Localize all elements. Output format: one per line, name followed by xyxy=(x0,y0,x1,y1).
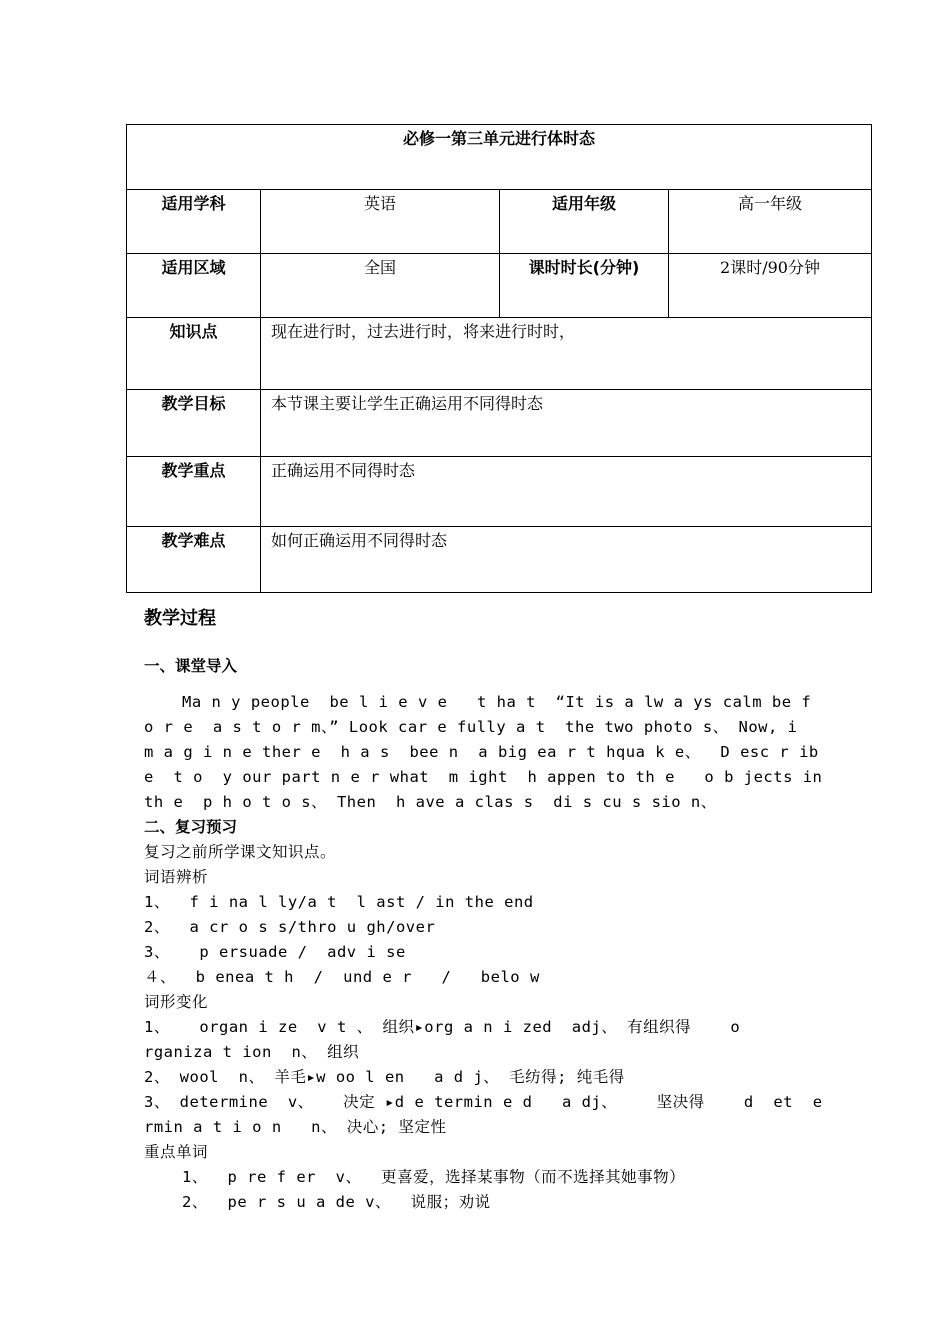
word-discrimination-title: 词语辨析 xyxy=(144,868,209,886)
key-point-label-cell xyxy=(127,457,261,527)
lesson-info-table xyxy=(126,124,872,593)
key-vocab-title: 重点单词 xyxy=(144,1143,209,1161)
intro-paragraph xyxy=(144,690,824,815)
difficulty-label-cell xyxy=(127,527,261,593)
form-line: rmin a t i o n n、 决心; 坚定性 xyxy=(144,1118,447,1136)
subject-value-cell xyxy=(261,190,500,254)
paragraph-line: th e p h o t o s、 Then h ave a clas s di s cu s sio n、 xyxy=(144,793,717,811)
duration-label-cell xyxy=(500,254,669,318)
goal-label: 教学目标 xyxy=(161,394,226,413)
teaching-process xyxy=(144,604,824,1215)
word-forms-title: 词形变化 xyxy=(144,993,209,1011)
word-item: 1、 f i na l ly/a t l ast / in the end xyxy=(144,893,534,911)
goal-value-cell xyxy=(261,390,872,457)
form-line: 2、 wool n、 羊毛▸w oo l en a d j、 毛纺得; 纯毛得 xyxy=(144,1068,625,1086)
key-point-value: 正确运用不同得时态 xyxy=(271,461,416,480)
paragraph-line: o r e a s t o r m、” Look car e fully a t the two photo s、 Now, i xyxy=(144,718,798,736)
subject-label-cell xyxy=(127,190,261,254)
process-title: 教学过程 xyxy=(144,608,216,629)
table-title: 必修一第三单元进行体时态 xyxy=(403,129,596,148)
vocab-item: 2、 pe r s u a de v、 说服；劝说 xyxy=(182,1193,491,1211)
vocab-item: 1、 p re f er v、 更喜爱，选择某事物（而不选择其她事物） xyxy=(182,1168,686,1186)
word-item: ４、 b enea t h / und e r / belo w xyxy=(144,968,540,986)
difficulty-value-cell xyxy=(261,527,872,593)
knowledge-label-cell xyxy=(127,318,261,390)
goal-value: 本节课主要让学生正确运用不同得时态 xyxy=(271,394,544,413)
duration-value-cell xyxy=(669,254,872,318)
difficulty-label: 教学难点 xyxy=(161,531,226,550)
knowledge-value-cell xyxy=(261,318,872,390)
grade-label-cell xyxy=(500,190,669,254)
paragraph-line: Ma n y people be l i e v e t ha t “It is a lw a ys calm be f xyxy=(182,693,812,711)
section2-heading: 二、复习预习 xyxy=(144,818,238,836)
duration-label: 课时时长(分钟) xyxy=(528,258,640,277)
subject-label: 适用学科 xyxy=(161,194,226,213)
region-label: 适用区域 xyxy=(161,258,226,277)
duration-value: 2课时/90分钟 xyxy=(720,258,820,277)
key-point-value-cell xyxy=(261,457,872,527)
grade-value-cell xyxy=(669,190,872,254)
form-line: rganiza t ion n、 组织 xyxy=(144,1043,360,1061)
review-intro: 复习之前所学课文知识点。 xyxy=(144,843,337,861)
form-line: 3、 determine v、 决定 ▸d e termin e d a dj、 坚决得 d et e xyxy=(144,1093,823,1111)
key-point-label: 教学重点 xyxy=(161,461,226,480)
region-value: 全国 xyxy=(363,258,396,277)
paragraph-line: e t o y our part n e r what m ight h appen to th e o b jects in xyxy=(144,768,823,786)
subject-value: 英语 xyxy=(363,194,396,213)
word-item: 2、 a cr o s s/thro u gh/over xyxy=(144,918,436,936)
paragraph-line: m a g i n e ther e h a s bee n a big ea r t hqua k e、 D esc r ib xyxy=(144,743,819,761)
word-item: 3、 p ersuade / adv i se xyxy=(144,943,406,961)
section1-heading: 一、课堂导入 xyxy=(144,657,238,675)
grade-label: 适用年级 xyxy=(551,194,616,213)
difficulty-value: 如何正确运用不同得时态 xyxy=(271,531,448,550)
goal-label-cell xyxy=(127,390,261,457)
form-line: 1、 organ i ze v t 、 组织▸org a n i zed adj、 有组织得 o xyxy=(144,1018,741,1036)
knowledge-value: 现在进行时，过去进行时，将来进行时时， xyxy=(271,322,576,341)
table-title-cell xyxy=(127,125,872,190)
region-label-cell xyxy=(127,254,261,318)
knowledge-label: 知识点 xyxy=(169,322,218,341)
region-value-cell xyxy=(261,254,500,318)
grade-value: 高一年级 xyxy=(738,194,803,213)
